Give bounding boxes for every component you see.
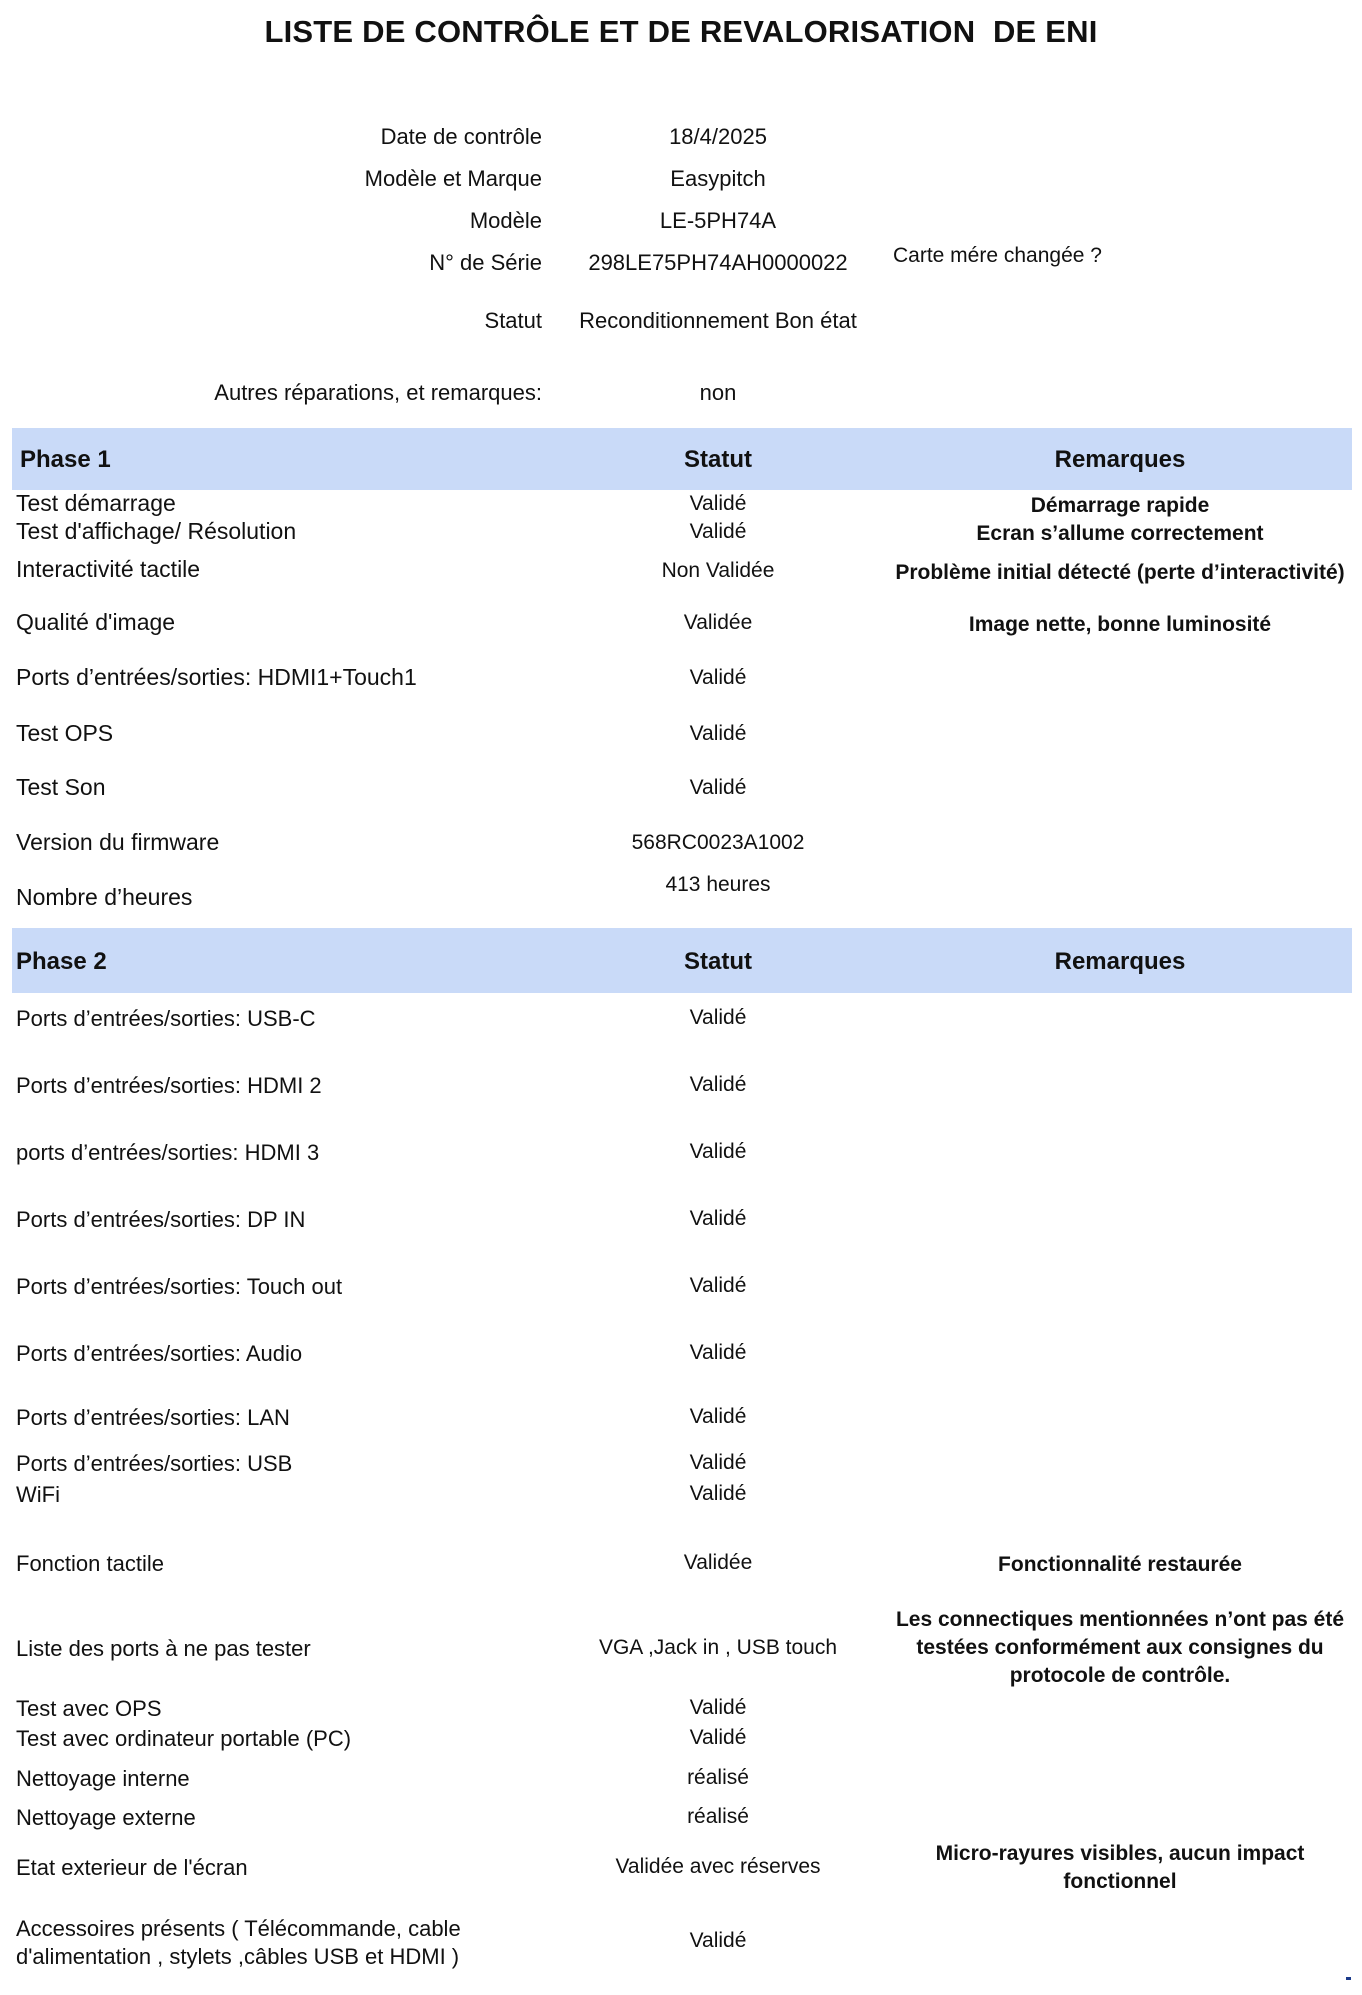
check-item-status: Non Validée xyxy=(661,559,775,582)
check-item-label: Ports d’entrées/sorties: Touch out xyxy=(16,1274,343,1299)
check-item-status: Validé xyxy=(689,1696,747,1719)
check-item-label: Liste des ports à ne pas tester xyxy=(16,1636,311,1661)
check-item-label: Ports d’entrées/sorties: USB-C xyxy=(16,1006,316,1031)
date-label: Date de contrôle xyxy=(380,124,542,149)
check-item-remark: Ecran s’allume correctement xyxy=(976,522,1264,545)
brand-value: Easypitch xyxy=(670,166,766,191)
motherboard-label: Carte mére changée ? xyxy=(893,244,1102,267)
check-item-status: Validé xyxy=(689,1274,747,1297)
check-item-remark: Micro-rayures visibles, aucun impact fonctionnel xyxy=(935,1842,1305,1893)
check-item-label: Nettoyage externe xyxy=(16,1805,196,1830)
check-item-status: Validé xyxy=(689,1726,747,1749)
check-item-status: réalisé xyxy=(687,1805,749,1828)
check-item-status: Validé xyxy=(689,666,747,689)
check-item-status: Validé xyxy=(689,1929,747,1952)
check-item-label: Ports d’entrées/sorties: USB xyxy=(16,1451,293,1476)
check-item-label: Nombre d’heures xyxy=(16,884,193,910)
check-item-status: Validé xyxy=(689,1405,747,1428)
check-item-status: Validé xyxy=(689,1073,747,1096)
check-item-label: ports d’entrées/sorties: HDMI 3 xyxy=(16,1140,320,1165)
check-item-remark: Image nette, bonne luminosité xyxy=(968,613,1272,636)
check-item-remark: Démarrage rapide xyxy=(1030,494,1210,517)
model-label: Modèle xyxy=(469,208,542,233)
check-item-label: Qualité d'image xyxy=(16,609,176,635)
check-item-label: Test Son xyxy=(16,774,106,800)
check-item-label: Test démarrage xyxy=(16,490,176,516)
date-value: 18/4/2025 xyxy=(669,124,767,149)
check-item-label: Version du firmware xyxy=(16,829,220,855)
check-item-label: Test avec ordinateur portable (PC) xyxy=(16,1726,352,1751)
phase1-title: Phase 1 xyxy=(20,446,111,473)
check-item-label: WiFi xyxy=(16,1482,60,1507)
check-item-status: 413 heures xyxy=(665,873,771,896)
remarks-value: non xyxy=(699,380,737,405)
check-item-status: Validé xyxy=(689,520,747,543)
check-item-label: Fonction tactile xyxy=(16,1551,164,1576)
brand-label: Modèle et Marque xyxy=(364,166,542,191)
check-item-label: Test OPS xyxy=(16,720,114,746)
check-item-status: Validée xyxy=(683,611,753,634)
phase2-status-header: Statut xyxy=(684,948,752,975)
check-item-status: Validé xyxy=(689,722,747,745)
check-item-status: réalisé xyxy=(687,1766,749,1789)
check-item-label: Test d'affichage/ Résolution xyxy=(16,518,297,544)
check-item-label: Etat exterieur de l'écran xyxy=(16,1855,248,1880)
check-item-status: Validée avec réserves xyxy=(615,1855,821,1878)
check-item-status: Validé xyxy=(689,776,747,799)
remarks-label: Autres réparations, et remarques: xyxy=(214,380,542,405)
corner-mark xyxy=(1346,1977,1351,1980)
phase1-header xyxy=(12,428,1352,490)
check-item-remark: Problème initial détecté (perte d’interactivité) xyxy=(895,561,1345,584)
check-item-status: VGA ,Jack in , USB touch xyxy=(598,1636,838,1659)
check-item-label: Ports d’entrées/sorties: HDMI1+Touch1 xyxy=(16,664,417,690)
check-item-label: Nettoyage interne xyxy=(16,1766,190,1791)
phase2-header xyxy=(12,928,1352,993)
check-item-status: Validé xyxy=(689,1207,747,1230)
check-item-status: Validé xyxy=(689,1482,747,1505)
phase1-remarks-header: Remarques xyxy=(1054,446,1186,473)
phase1-status-header: Statut xyxy=(684,446,752,473)
check-item-status: Validé xyxy=(689,492,747,515)
phase2-remarks-header: Remarques xyxy=(1054,948,1186,975)
check-item-label: Ports d’entrées/sorties: HDMI 2 xyxy=(16,1073,322,1098)
serial-label: N° de Série xyxy=(429,250,542,275)
check-item-remark: Fonctionnalité restaurée xyxy=(998,1553,1242,1576)
check-item-label: Accessoires présents ( Télécommande, cable d'alimentation , stylets ,câbles USB et HDMI ) xyxy=(16,1916,461,1969)
phase2-title: Phase 2 xyxy=(16,948,107,975)
check-item-label: Ports d’entrées/sorties: DP IN xyxy=(16,1207,306,1232)
check-item-label: Interactivité tactile xyxy=(16,556,201,582)
model-value: LE-5PH74A xyxy=(659,208,777,233)
status-value: Reconditionnement Bon état xyxy=(579,308,857,333)
check-item-label: Test avec OPS xyxy=(16,1696,162,1721)
check-item-status: 568RC0023A1002 xyxy=(631,831,805,854)
check-item-status: Validé xyxy=(689,1451,747,1474)
page-title: LISTE DE CONTRÔLE ET DE REVALORISATION DE ENI xyxy=(264,14,1098,49)
serial-value: 298LE75PH74AH0000022 xyxy=(588,250,848,275)
check-item-label: Ports d’entrées/sorties: LAN xyxy=(16,1405,290,1430)
check-item-label: Ports d’entrées/sorties: Audio xyxy=(16,1341,303,1366)
check-item-status: Validé xyxy=(689,1140,747,1163)
check-item-status: Validée xyxy=(683,1551,753,1574)
check-item-remark: Les connectiques mentionnées n’ont pas été testées conformément aux consignes du protocole de contrôle. xyxy=(895,1608,1345,1687)
check-item-status: Validé xyxy=(689,1006,747,1029)
status-label: Statut xyxy=(484,308,542,333)
check-item-status: Validé xyxy=(689,1341,747,1364)
